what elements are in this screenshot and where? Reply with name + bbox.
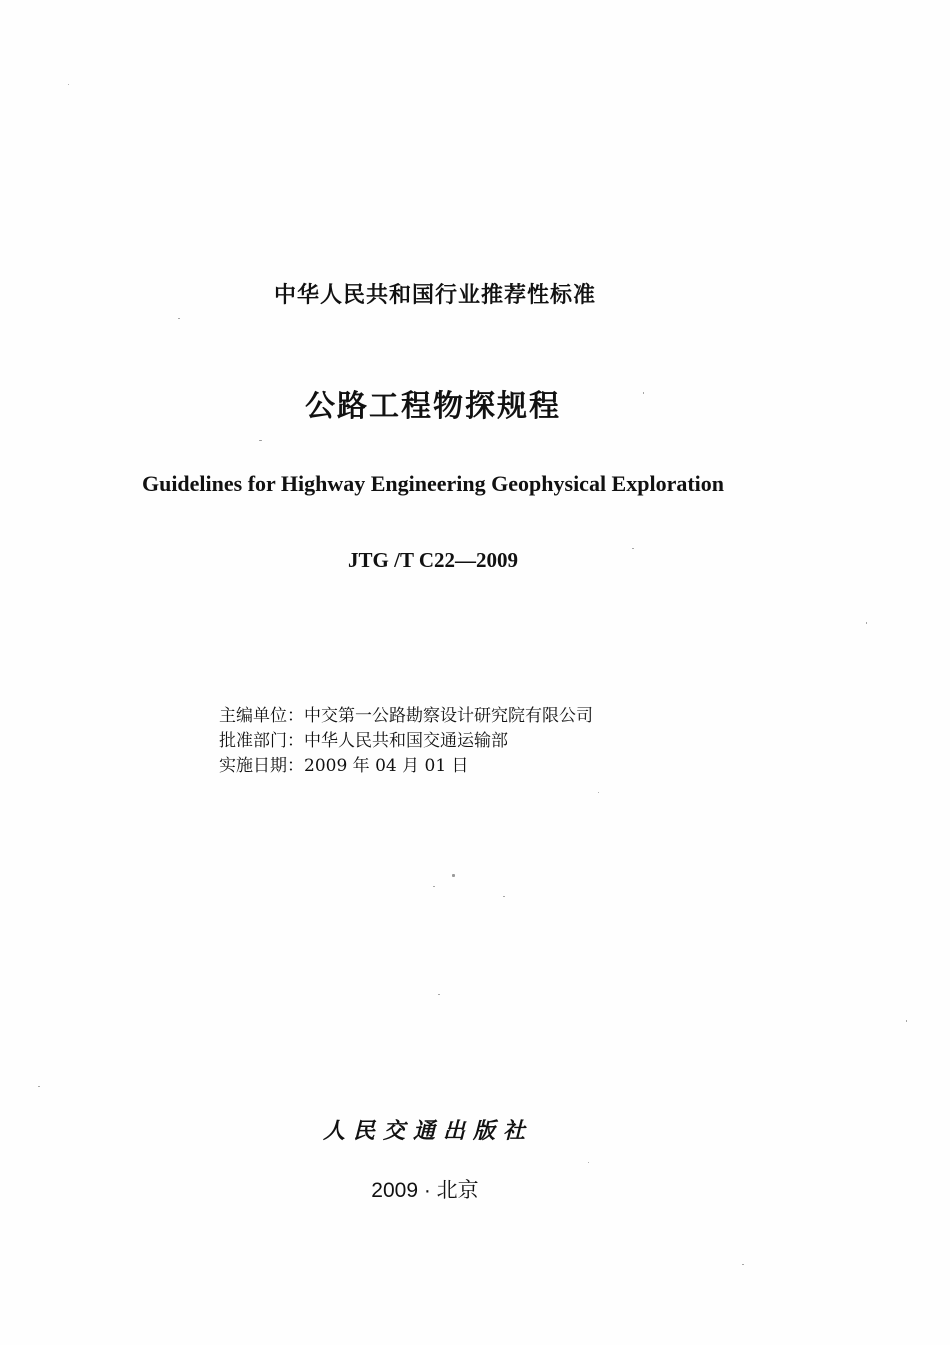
scan-speck bbox=[433, 886, 435, 887]
publication-year-place: 2009 · 北京 bbox=[371, 1179, 479, 1202]
scan-speck bbox=[632, 548, 634, 549]
scan-speck bbox=[598, 792, 599, 793]
scan-speck bbox=[452, 874, 455, 877]
scan-speck bbox=[68, 84, 69, 85]
scan-speck bbox=[866, 622, 867, 624]
standard-series-label: 中华人民共和国行业推荐性标准 bbox=[273, 283, 596, 308]
scan-speck bbox=[643, 392, 644, 394]
publisher-name: 人民交通出版社 bbox=[322, 1118, 533, 1144]
scan-speck bbox=[259, 440, 262, 441]
english-title: Guidelines for Highway Engineering Geophysical Exploration bbox=[141, 471, 725, 496]
standard-info-block bbox=[219, 704, 593, 779]
scan-speck bbox=[178, 318, 180, 319]
scan-speck bbox=[503, 896, 505, 897]
effective-date: 实施日期：2009 年 04 月 01 日 bbox=[219, 756, 469, 776]
editor-unit: 主编单位：中交第一公路勘察设计研究院有限公司 bbox=[219, 706, 593, 726]
scan-speck bbox=[906, 1020, 907, 1022]
approving-department: 批准部门：中华人民共和国交通运输部 bbox=[219, 731, 508, 751]
scan-speck bbox=[38, 1086, 40, 1087]
scan-speck bbox=[438, 994, 440, 995]
scan-speck bbox=[742, 1264, 744, 1265]
standard-code: JTG /T C22—2009 bbox=[348, 548, 518, 572]
scan-speck bbox=[588, 1162, 589, 1163]
chinese-title: 公路工程物探规程 bbox=[305, 389, 561, 424]
